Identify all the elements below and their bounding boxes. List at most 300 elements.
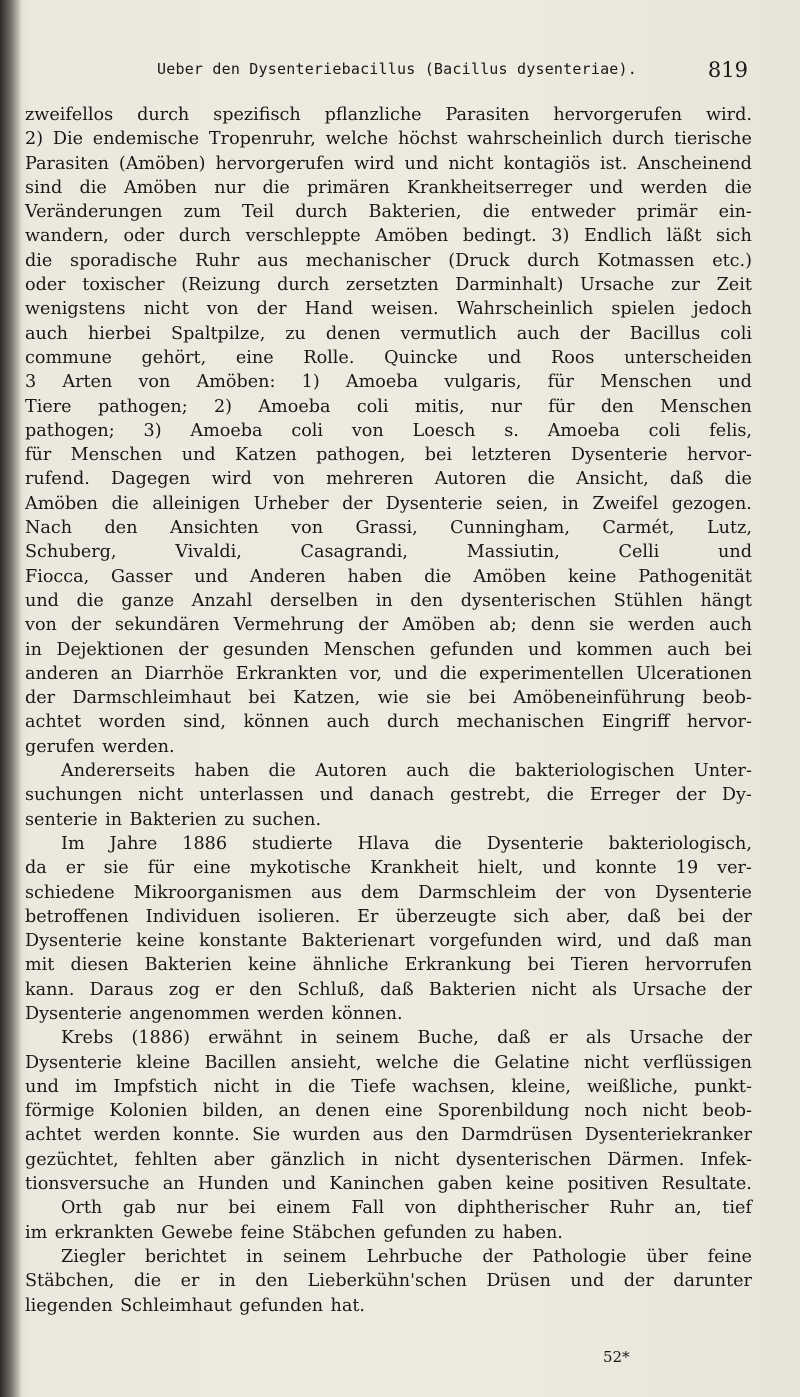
text-line [25, 1172, 752, 1196]
word: wird [211, 469, 252, 490]
word: hängt [700, 590, 752, 611]
word: und [25, 1076, 59, 1097]
word: auch [708, 615, 752, 636]
text-line [25, 856, 752, 880]
word: er [180, 1271, 200, 1292]
word: konstante [199, 931, 288, 952]
word: werden [93, 1125, 161, 1146]
word: in [561, 493, 579, 514]
word: Ziegler [61, 1246, 125, 1267]
word: Hlava [357, 833, 410, 854]
word: wird [354, 153, 395, 174]
word: Massiutin, [466, 542, 560, 563]
word: mykotische [249, 858, 352, 879]
word: die [111, 493, 139, 514]
word: Amöben [473, 566, 547, 587]
word: Stühlen [613, 590, 683, 611]
word: von [351, 420, 384, 441]
word: nicht [143, 299, 189, 320]
word: toxischer [82, 275, 165, 296]
word: weisen. [371, 299, 439, 320]
word: aus [311, 882, 342, 903]
word: Ruhr [195, 250, 240, 271]
text-line [25, 1294, 752, 1318]
word: und [617, 931, 652, 952]
word: wachsen, [412, 1076, 496, 1097]
word: keine [136, 931, 185, 952]
word: eine [235, 347, 274, 368]
word: haben [347, 566, 403, 587]
word: den [249, 979, 283, 1000]
word: Amoeba [190, 420, 263, 441]
word: Vivaldi, [175, 542, 242, 563]
word: zum [183, 202, 221, 223]
text-line [25, 808, 752, 832]
word: nicht [138, 785, 184, 806]
word: positiven [567, 1174, 649, 1195]
word: Ruhr [609, 1198, 654, 1219]
word: (Reizung [181, 275, 261, 296]
word: Dysenterie [570, 445, 668, 466]
word: wenigstens [25, 299, 126, 320]
text-line [25, 152, 752, 176]
word: der [721, 906, 752, 927]
word: durch [612, 129, 665, 150]
word: in [105, 809, 123, 830]
word: 3 [25, 372, 37, 393]
word: welche [375, 1052, 439, 1073]
word: Dysenterie [486, 833, 584, 854]
word: Mikroorganismen [133, 882, 293, 903]
word: in [246, 1246, 264, 1267]
word: hielt, [477, 858, 524, 879]
word: gestrebt, [450, 785, 531, 806]
word: Dysenteriekranker [584, 1125, 752, 1146]
word: suchungen [25, 785, 123, 806]
word: Gewebe [161, 1222, 233, 1243]
word: sich [513, 906, 550, 927]
word: Ansichten [170, 518, 259, 539]
word: die [25, 250, 53, 271]
word: Bakterien, [368, 202, 462, 223]
word: haben. [502, 1222, 563, 1243]
word: werden [640, 177, 708, 198]
word: bei [677, 906, 705, 927]
word: Darminhalt) [455, 275, 564, 296]
text-line [25, 322, 752, 346]
word: Anderen [249, 566, 326, 587]
word: er [215, 979, 234, 1000]
word: daß [627, 906, 661, 927]
text-line [25, 759, 752, 783]
word: Amöben [124, 177, 197, 198]
word: bei [468, 688, 496, 709]
word: Autoren [434, 469, 507, 490]
word: suchen. [252, 809, 322, 830]
word: mechanischen [456, 712, 585, 733]
word: einem [276, 1198, 331, 1219]
word: er [65, 858, 85, 879]
word: Darmschleim [418, 882, 537, 903]
word: Sie [252, 1125, 281, 1146]
word: wie [377, 688, 409, 709]
word: zog [168, 979, 200, 1000]
word: punkt- [694, 1076, 752, 1097]
word: aus [257, 250, 289, 271]
word: Krebs [61, 1028, 114, 1049]
word: Vermehrung [233, 615, 345, 636]
word: nicht [394, 1149, 440, 1170]
word: die [434, 833, 462, 854]
word: Lutz, [706, 518, 752, 539]
word: (Amöben) [118, 153, 206, 174]
word: vermutlich [400, 323, 497, 344]
word: gezüchtet, [25, 1149, 119, 1170]
word: mehreren [326, 469, 414, 490]
text-line [25, 735, 752, 759]
word: Casagrandi, [300, 542, 408, 563]
word: und [404, 153, 439, 174]
word: die [482, 202, 510, 223]
word: tionsversuche [25, 1174, 150, 1195]
text-line [25, 613, 752, 637]
word: diesen [70, 955, 129, 976]
word: mitis, [414, 396, 465, 417]
word: vor, [349, 663, 382, 684]
word: Amöben: [196, 372, 276, 393]
word: feine [707, 1246, 752, 1267]
word: coli [648, 420, 681, 441]
word: bei [248, 688, 276, 709]
word: der [721, 1028, 752, 1049]
word: den [600, 396, 634, 417]
word: denn [530, 615, 576, 636]
word: läßt [666, 226, 702, 247]
word: die [452, 1052, 481, 1073]
text-line [25, 492, 752, 516]
word: gänzlich [270, 1149, 346, 1170]
word: Roos [550, 347, 595, 368]
word: Schuberg, [25, 542, 117, 563]
word: ähnliche [312, 955, 389, 976]
word: 3) [551, 226, 570, 247]
word: dem [360, 882, 400, 903]
word: studierte [252, 833, 333, 854]
word: achtet [25, 1125, 82, 1146]
word: eine [193, 858, 231, 879]
word: Ansicht, [576, 469, 649, 490]
word: ver- [717, 858, 752, 879]
word: Orth [61, 1198, 103, 1219]
text-line [25, 1051, 752, 1075]
word: Därmen. [607, 1149, 685, 1170]
word: experimentellen [479, 663, 624, 684]
word: bilden, [202, 1101, 264, 1122]
word: eine [384, 1101, 423, 1122]
word: aber [213, 1149, 255, 1170]
word: daß [497, 1028, 531, 1049]
word: erkrankten [54, 1222, 154, 1243]
word: Arten [62, 372, 113, 393]
word: mechanischer [305, 250, 431, 271]
word: vorgefunden [429, 931, 543, 952]
word: bei [228, 1198, 256, 1219]
word: primär [636, 202, 698, 223]
word: Bacillen [204, 1052, 277, 1073]
word: s. [504, 420, 519, 441]
text-line [25, 1002, 752, 1026]
word: gesunden [222, 639, 310, 660]
word: bei [724, 639, 752, 660]
text-line [25, 589, 752, 613]
word: Dagegen [111, 469, 191, 490]
word: Nach [25, 518, 73, 539]
word: kontagiös [503, 153, 591, 174]
word: die [724, 177, 752, 198]
word: durch [178, 226, 231, 247]
word: seien, [495, 493, 549, 514]
text-line [25, 1099, 752, 1123]
word: hierbei [87, 323, 152, 344]
text-line [25, 662, 752, 686]
text-line [25, 127, 752, 151]
word: und [718, 542, 752, 563]
word: über [646, 1246, 688, 1267]
text-line [25, 370, 752, 394]
word: Buche, [417, 1028, 479, 1049]
word: nicht [642, 1101, 688, 1122]
word: Eingriff [601, 712, 670, 733]
text-line [25, 881, 752, 905]
text-line [25, 929, 752, 953]
word: Parasiten [25, 153, 109, 174]
word: berichtet [144, 1246, 227, 1267]
word: Loesch [412, 420, 476, 441]
word: alleinigen [152, 493, 241, 514]
word: nicht [531, 979, 577, 1000]
word: Erkrankung [404, 955, 512, 976]
word: Kotmassen [597, 250, 695, 271]
word: Tiere [25, 396, 72, 417]
text-line [25, 467, 752, 491]
word: etc.) [712, 250, 752, 271]
word: kann. [25, 979, 75, 1000]
word: zu [224, 809, 245, 830]
text-line [25, 905, 752, 929]
word: für [147, 858, 175, 879]
word: spielen [611, 299, 676, 320]
text-line [25, 200, 752, 224]
word: wahrscheinlich [467, 129, 603, 150]
word: Stäbchen [292, 1222, 376, 1243]
word: Andererseits [61, 761, 176, 782]
word: Menschen [323, 639, 416, 660]
word: beob- [702, 1101, 752, 1122]
word: Veränderungen [25, 202, 163, 223]
book-gutter-edge [0, 0, 22, 1397]
word: 1) [301, 372, 320, 393]
word: anderen [25, 663, 99, 684]
word: (Druck [448, 250, 510, 271]
text-line [25, 224, 752, 248]
word: der [555, 882, 586, 903]
word: Amoeba [345, 372, 419, 393]
text-line [25, 1269, 752, 1293]
word: bedingt. [462, 226, 537, 247]
word: für [25, 445, 52, 466]
text-line [25, 1075, 752, 1099]
word: Fiocca, [25, 566, 90, 587]
word: Hunden [197, 1174, 269, 1195]
word: Amoeba [547, 420, 620, 441]
word: durch [387, 712, 440, 733]
word: Infek- [700, 1149, 752, 1170]
word: wird. [706, 105, 752, 125]
word: die [133, 1271, 162, 1292]
word: Die [52, 129, 83, 150]
word: die [79, 177, 107, 198]
text-line [25, 297, 752, 321]
word: Krankheitserreger [406, 177, 573, 198]
word: Menschen [600, 372, 692, 393]
word: Dysenterie [25, 1052, 122, 1073]
word: Drüsen [486, 1271, 551, 1292]
word: Celli [618, 542, 660, 563]
word: in [25, 639, 42, 660]
word: darunter [673, 1271, 752, 1292]
word: feine [240, 1222, 285, 1243]
word: gehört, [141, 347, 207, 368]
word: gefunden [429, 639, 514, 660]
word: konnte [595, 858, 657, 879]
word: in [274, 1076, 292, 1097]
word: Katzen, [292, 688, 361, 709]
word: hervor- [686, 445, 752, 466]
word: primären [307, 177, 390, 198]
word: Jahre [109, 833, 158, 854]
word: 19 [675, 858, 699, 879]
word: 1886 [182, 833, 228, 854]
word: von [404, 1198, 437, 1219]
word: unterlassen [199, 785, 304, 806]
word: ist. [600, 153, 628, 174]
page-header [0, 60, 800, 86]
word: auch [25, 323, 69, 344]
word: und [487, 347, 522, 368]
word: commune [25, 347, 112, 368]
word: auch [326, 712, 370, 733]
word: Er [357, 906, 379, 927]
word: sie [103, 858, 129, 879]
word: Endlich [583, 226, 652, 247]
text-line [25, 273, 752, 297]
word: nicht [583, 1052, 630, 1073]
word: tief [722, 1198, 752, 1219]
word: die [468, 761, 496, 782]
word: überzeugte [395, 906, 497, 927]
word: 2) [25, 129, 44, 150]
word: Bacillus [629, 323, 701, 344]
word: schiedene [25, 882, 115, 903]
word: daß [380, 979, 414, 1000]
word: haben [194, 761, 250, 782]
word: Erkrankten [235, 663, 338, 684]
word: im [74, 1076, 98, 1097]
word: Erreger [589, 785, 660, 806]
running-title: Ueber den Dysenteriebacillus (Bacillus dysenteriae). [157, 60, 637, 78]
word: den [415, 1125, 449, 1146]
word: von [273, 469, 305, 490]
signature-mark: 52* [603, 1348, 630, 1366]
word: oder [25, 275, 66, 296]
word: Bakterien [428, 979, 517, 1000]
word: Sporenbildung [437, 1101, 570, 1122]
word: nicht [213, 1076, 259, 1097]
word: und [570, 1271, 605, 1292]
word: Menschen [660, 396, 752, 417]
word: Amöben [402, 615, 476, 636]
word: Tiefe [351, 1076, 397, 1097]
word: Tieren [570, 955, 629, 976]
word: und [282, 1174, 317, 1195]
word: (1886) [131, 1028, 190, 1049]
word: in [361, 1149, 379, 1170]
word: die [268, 761, 296, 782]
word: bakteriologisch, [608, 833, 752, 854]
word: vulgaris, [444, 372, 522, 393]
word: Dysenterie [385, 493, 483, 514]
word: jedoch [693, 299, 752, 320]
word: durch [527, 250, 580, 271]
word: Autoren [315, 761, 387, 782]
word: die [424, 566, 452, 587]
word: Ursache [632, 979, 707, 1000]
word: Zweifel [592, 493, 659, 514]
word: wird, [556, 931, 603, 952]
word: der [25, 688, 56, 709]
word: von [138, 372, 171, 393]
text-line [25, 832, 752, 856]
word: Quincke [384, 347, 458, 368]
word: daß [669, 469, 704, 490]
word: ansieht, [290, 1052, 362, 1073]
word: man [713, 931, 752, 952]
word: werden. [102, 736, 175, 757]
word: Krankheit [370, 858, 459, 879]
word: in [375, 590, 393, 611]
word: Kaninchen [329, 1174, 425, 1195]
word: rufend. [25, 469, 90, 490]
word: auch [516, 323, 560, 344]
word: durch [137, 105, 190, 125]
word: danach [369, 785, 435, 806]
word: der [675, 785, 706, 806]
text-line [25, 176, 752, 200]
word: konnte. [172, 1125, 240, 1146]
word: felis, [709, 420, 752, 441]
word: Pathogenität [638, 566, 752, 587]
word: und [194, 566, 229, 587]
word: seinem [335, 1028, 400, 1049]
word: Im [61, 833, 85, 854]
word: von [25, 615, 57, 636]
word: zu [285, 323, 306, 344]
word: dysenterischen [455, 1149, 592, 1170]
word: die [724, 469, 752, 490]
word: Dysenterie [655, 882, 752, 903]
word: können [243, 712, 310, 733]
word: gefunden [383, 1222, 468, 1243]
